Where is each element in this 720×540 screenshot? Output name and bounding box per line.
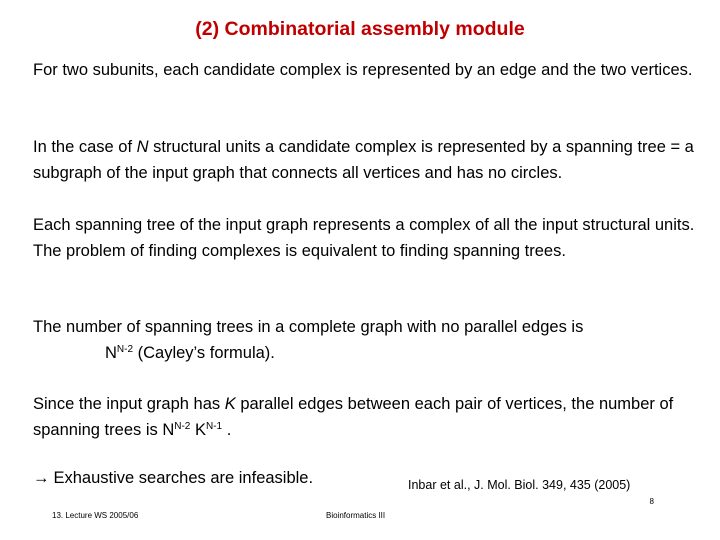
slide-title: (2) Combinatorial assembly module [195, 18, 525, 40]
p2-post: structural units a candidate complex is represented by a spanning tree = a subgraph of the input graph that connects all vertices and has no circles. [33, 138, 694, 182]
cayley-formula [33, 340, 698, 366]
variable-n: N [136, 138, 149, 156]
paragraph-parallel-edges [33, 391, 698, 443]
p4-text: The number of spanning trees in a complete graph with no parallel edges is [33, 318, 584, 336]
footer-lecture: 13. Lecture WS 2005/06 [52, 511, 139, 520]
p3-line2: The problem of finding complexes is equivalent to finding spanning trees. [33, 242, 566, 260]
formula-base: N [105, 344, 117, 362]
conclusion-text: Exhaustive searches are infeasible. [53, 469, 314, 487]
conclusion [33, 469, 313, 488]
paragraph-cayley-formula [33, 314, 698, 366]
slide-number: 8 [649, 497, 654, 506]
citation: Inbar et al., J. Mol. Biol. 349, 435 (2005) [408, 478, 631, 492]
right-arrow-icon: → [33, 469, 50, 487]
paragraph-two-subunits: For two subunits, each candidate complex is represented by an edge and the two vertices. [33, 61, 693, 79]
formula-base-k: K [194, 421, 206, 439]
footer-course: Bioinformatics III [326, 511, 386, 520]
p5-end: . [222, 421, 232, 439]
formula-note: (Cayley’s formula). [133, 344, 275, 362]
formula-exponent-k: N-1 [205, 421, 223, 432]
p5-mid: parallel edges between each pair of vertices, the number of spanning trees is [33, 395, 674, 439]
paragraph-spanning-tree-complex [33, 212, 698, 264]
variable-k: K [224, 395, 236, 413]
formula-base-n: N [162, 421, 175, 439]
p2-pre: In the case of [33, 138, 137, 156]
formula-exponent-n: N-2 [174, 421, 191, 432]
p5-pre: Since the input graph has [33, 395, 225, 413]
paragraph-spanning-tree-definition [33, 134, 698, 186]
formula-exponent: N-2 [116, 344, 134, 355]
p3-line1: Each spanning tree of the input graph represents a complex of all the input structural units. [33, 216, 695, 234]
